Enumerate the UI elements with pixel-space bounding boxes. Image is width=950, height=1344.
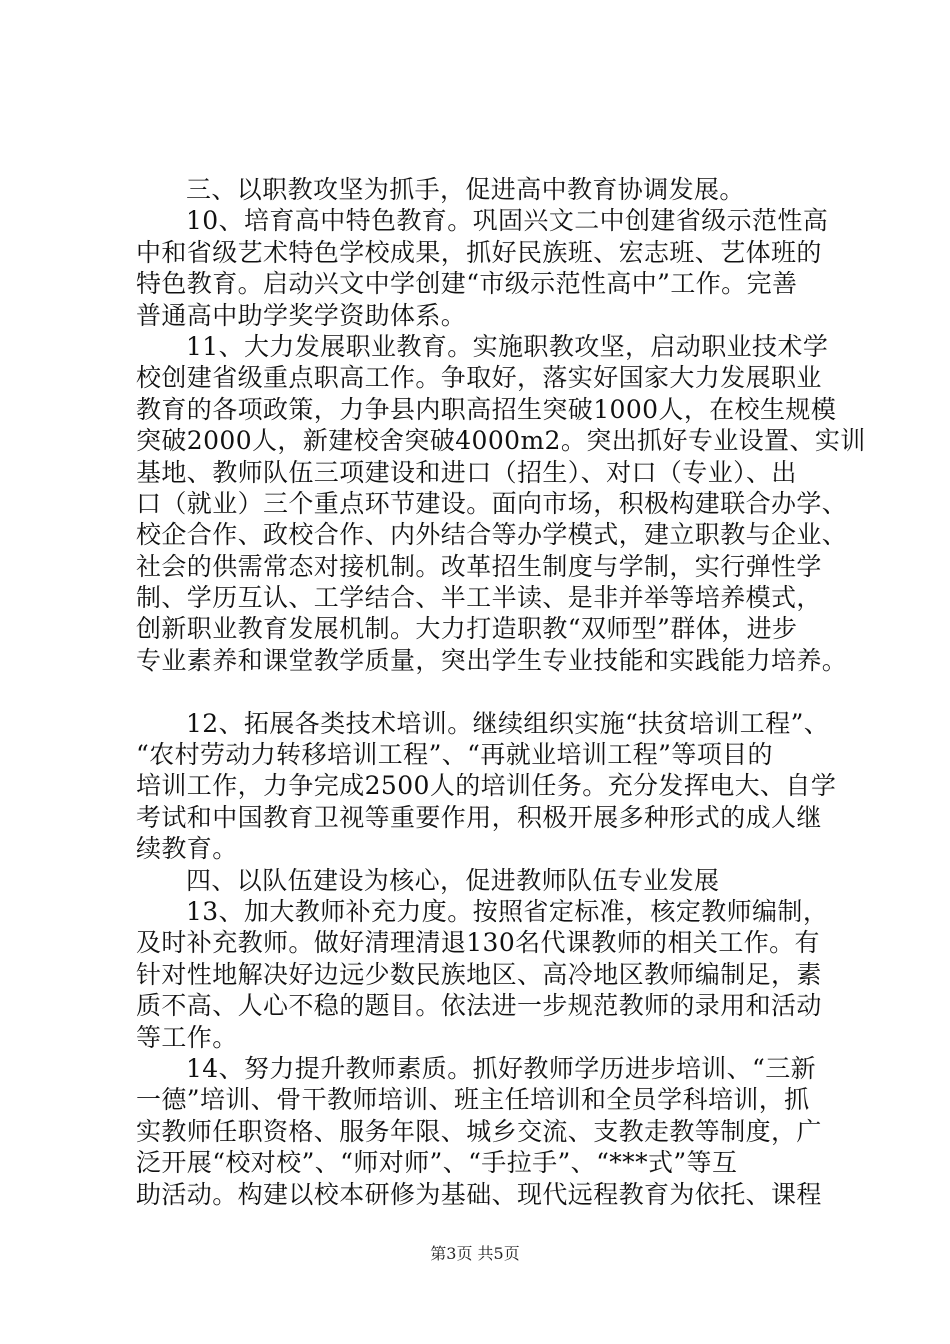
paragraph-line: 13、加大教师补充力度。按照省定标准，核定教师编制， bbox=[186, 896, 829, 926]
paragraph-line: 制、学历互认、工学结合、半工半读、是非并举等培养模式， bbox=[136, 583, 822, 613]
paragraph-line: 专业素养和课堂教学质量，突出学生专业技能和实践能力培养。 bbox=[136, 645, 848, 675]
paragraph-line: 口（就业）三个重点环节建设。面向市场，积极构建联合办学、 bbox=[136, 488, 848, 518]
paragraph-line: 14、努力提升教师素质。抓好教师学历进步培训、“三新 bbox=[186, 1053, 816, 1083]
paragraph-line: 11、大力发展职业教育。实施职教攻坚，启动职业技术学 bbox=[186, 331, 829, 361]
paragraph-line: 12、拓展各类技术培训。继续组织实施“扶贫培训工程”、 bbox=[186, 708, 830, 738]
paragraph-line: 续教育。 bbox=[136, 834, 238, 864]
paragraph-line: 考试和中国教育卫视等重要作用，积极开展多种形式的成人继 bbox=[136, 802, 822, 832]
document-body bbox=[136, 174, 866, 1210]
paragraph-line: 等工作。 bbox=[136, 1022, 238, 1052]
paragraph-line: 质不高、人心不稳的题目。依法进一步规范教师的录用和活动 bbox=[136, 991, 822, 1021]
paragraph-line: 基地、教师队伍三项建设和进口（招生）、对口（专业）、出 bbox=[136, 457, 797, 487]
paragraph-line: 校企合作、政校合作、内外结合等办学模式，建立职教与企业、 bbox=[136, 520, 848, 550]
paragraph-line: 创新职业教育发展机制。大力打造职教“双师型”群体，进步 bbox=[136, 614, 798, 644]
section-heading-3: 三、以职教攻坚为抓手，促进高中教育协调发展。 bbox=[186, 175, 745, 204]
paragraph-line: 一德”培训、骨干教师培训、班主任培训和全员学科培训，抓 bbox=[136, 1085, 810, 1115]
paragraph-line: 中和省级艺术特色学校成果，抓好民族班、宏志班、艺体班的 bbox=[136, 237, 822, 267]
paragraph-line: 10、培育高中特色教育。巩固兴文二中创建省级示范性高 bbox=[186, 206, 829, 236]
paragraph-line: 教育的各项政策，力争县内职高招生突破1000人，在校生规模 bbox=[136, 394, 837, 424]
paragraph-line: 社会的供需常态对接机制。改革招生制度与学制，实行弹性学 bbox=[136, 551, 822, 581]
paragraph-line: 泛开展“校对校”、“师对师”、“手拉手”、“***式”等互 bbox=[136, 1148, 738, 1178]
paragraph-line: 及时补充教师。做好清理清退130名代课教师的相关工作。有 bbox=[136, 928, 820, 958]
paragraph-line: “农村劳动力转移培训工程”、“再就业培训工程”等项目的 bbox=[136, 740, 773, 770]
paragraph-line: 特色教育。启动兴文中学创建“市级示范性高中”工作。完善 bbox=[136, 269, 798, 299]
blank-line bbox=[136, 676, 856, 707]
section-heading-4: 四、以队伍建设为核心，促进教师队伍专业发展 bbox=[186, 865, 720, 895]
paragraph-line: 助活动。构建以校本研修为基础、现代远程教育为依托、课程 bbox=[136, 1179, 822, 1209]
paragraph-line: 突破2000人，新建校舍突破4000m2。突出抓好专业设置、实训 bbox=[136, 426, 866, 456]
paragraph-line: 校创建省级重点职高工作。争取好，落实好国家大力发展职业 bbox=[136, 363, 822, 393]
page-number-footer: 第3页 共5页 bbox=[430, 1244, 520, 1263]
paragraph-line: 针对性地解决好边远少数民族地区、高冷地区教师编制足，素 bbox=[136, 959, 822, 989]
paragraph-line: 培训工作，力争完成2500人的培训任务。充分发挥电大、自学 bbox=[136, 771, 837, 801]
paragraph-line: 实教师任职资格、服务年限、城乡交流、支教走教等制度，广 bbox=[136, 1116, 822, 1146]
paragraph-line: 普通高中助学奖学资助体系。 bbox=[136, 300, 467, 330]
